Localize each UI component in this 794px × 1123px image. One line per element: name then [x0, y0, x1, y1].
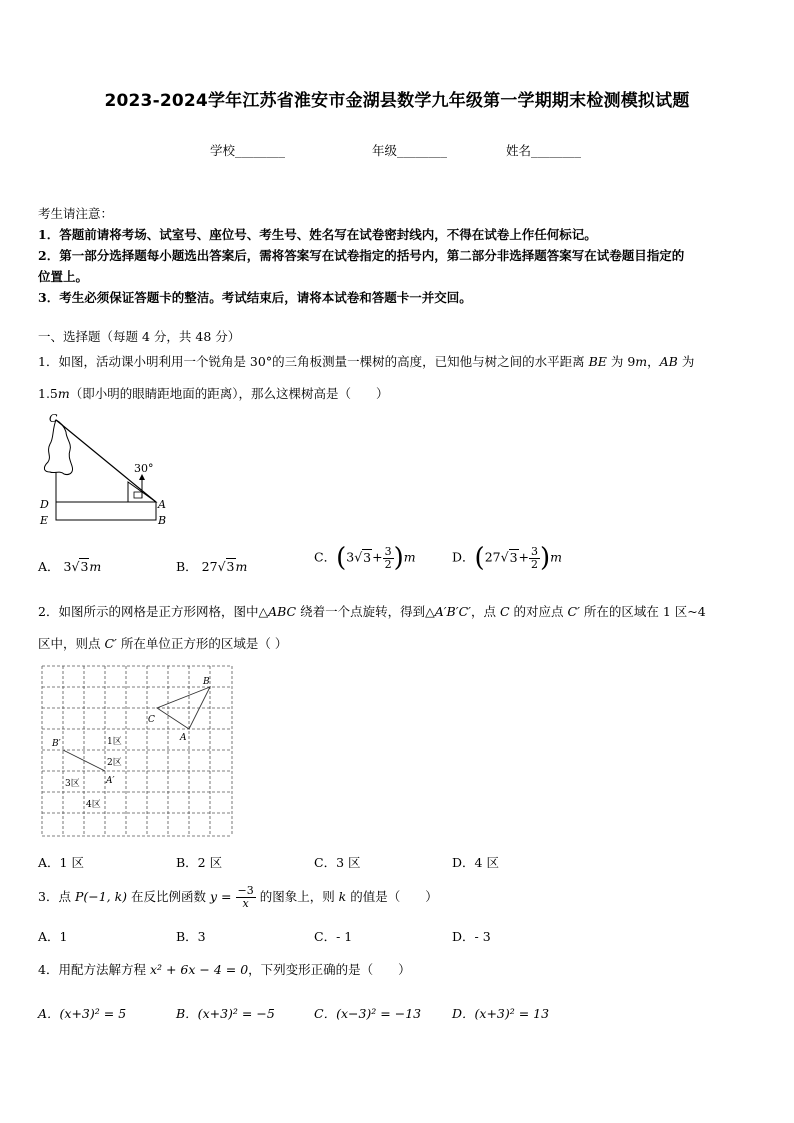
tree-measurement-figure [36, 410, 176, 528]
grade-field: 年级________ [372, 143, 448, 158]
grid-point-a: A [180, 733, 187, 743]
q1-option-c: C．(3√3+ $\frac{3}{2}$ )m [314, 543, 416, 573]
q2-option-b: B．2 区 [176, 855, 223, 870]
q2-option-c: C．3 区 [314, 855, 361, 870]
school-field: 学校________ [210, 143, 286, 158]
sight-line-ca [56, 420, 156, 502]
note-item-1: 1．答题前请将考场、试室号、座位号、考生号、姓名写在试卷密封线内，不得在试卷上作任何标记。 [38, 227, 597, 242]
rotation-grid-figure [40, 664, 234, 840]
angle-label: 30° [134, 462, 154, 475]
tree-outline [44, 420, 72, 475]
q4-option-b: B．(x+3)² = −5 [176, 1006, 275, 1021]
section-heading-choice: 一、选择题（每题 4 分，共 48 分） [38, 329, 241, 344]
q1-option-d: D．(27√3+ $\frac{3}{2}$ )m [452, 543, 563, 573]
question-3-text: 3．点 P(−1, k) 在反比例函数 y = $\frac{-3}{x}$ 的图象上，则 k 的值是（ ） [38, 884, 438, 910]
question-1-line-1: 1．如图，活动课小明利用一个锐角是 30°的三角板测量一棵树的高度，已知他与树之间的水平距离 BE 为 9m，AB 为 [38, 354, 695, 369]
grid-point-b-prime: B′ [52, 739, 61, 749]
question-4-text: 4．用配方法解方程 x² + 6x − 4 = 0，下列变形正确的是（ ） [38, 962, 411, 977]
point-d-label: D [40, 498, 49, 511]
q2-option-d: D．4 区 [452, 855, 499, 870]
q4-option-d: D．(x+3)² = 13 [452, 1006, 550, 1021]
zone-2-label: 2区 [107, 758, 122, 768]
point-e-label: E [40, 514, 49, 527]
q4-option-c: C．(x−3)² = −13 [314, 1006, 422, 1021]
zone-3-label: 3区 [65, 779, 80, 789]
exam-notes [38, 203, 758, 308]
q3-option-d: D．- 3 [452, 929, 491, 944]
note-item-2-cont: 位置上。 [38, 269, 89, 284]
grid-point-b: B [203, 677, 210, 687]
question-2-text [38, 596, 758, 660]
question-1-line-2: 1.5m（即小明的眼睛距地面的距离），那么这棵树高是（ ） [38, 386, 389, 401]
name-field: 姓名________ [506, 143, 582, 158]
question-2-line-1: 2．如图所示的网格是正方形网格，图中△ABC 绕着一个点旋转，得到△A′B′C′，点 C 的对应点 C′ 所在的区域在 1 区~4 [38, 604, 706, 619]
point-b-label: B [158, 514, 167, 527]
question-1-text [38, 346, 758, 410]
q3-option-c: C．- 1 [314, 929, 353, 944]
note-item-2: 2．第一部分选择题每小题选出答案后，需将答案写在试卷指定的括号内，第二部分非选择题答案写在试卷题目指定的 [38, 248, 685, 263]
q1-option-b: B． 27√3m [176, 559, 248, 574]
question-2-line-2: 区中，则点 C′ 所在单位正方形的区域是（ ） [38, 636, 288, 651]
notes-heading: 考生请注意： [38, 206, 114, 221]
zone-1-label: 1区 [107, 737, 122, 747]
grid-lines [42, 666, 232, 836]
page-title: 2023-2024学年江苏省淮安市金湖县数学九年级第一学期期末检测模拟试题 [104, 91, 690, 111]
point-a-label: A [158, 498, 166, 511]
grid-point-c: C [148, 715, 155, 725]
q2-option-a: A．1 区 [38, 855, 84, 870]
note-item-3: 3．考生必须保证答题卡的整洁。考试结束后，请将本试卷和答题卡一并交回。 [38, 290, 472, 305]
q3-option-a: A．1 [38, 929, 68, 944]
grid-point-a-prime: A′ [106, 776, 115, 786]
q3-option-b: B．3 [176, 929, 206, 944]
person-rect [56, 502, 156, 520]
q4-option-a: A．(x+3)² = 5 [38, 1006, 127, 1021]
set-square-inner [134, 492, 142, 498]
q1-option-a: A． 3√3m [38, 559, 102, 574]
zone-4-label: 4区 [86, 800, 101, 810]
point-c-label: C [49, 412, 58, 425]
